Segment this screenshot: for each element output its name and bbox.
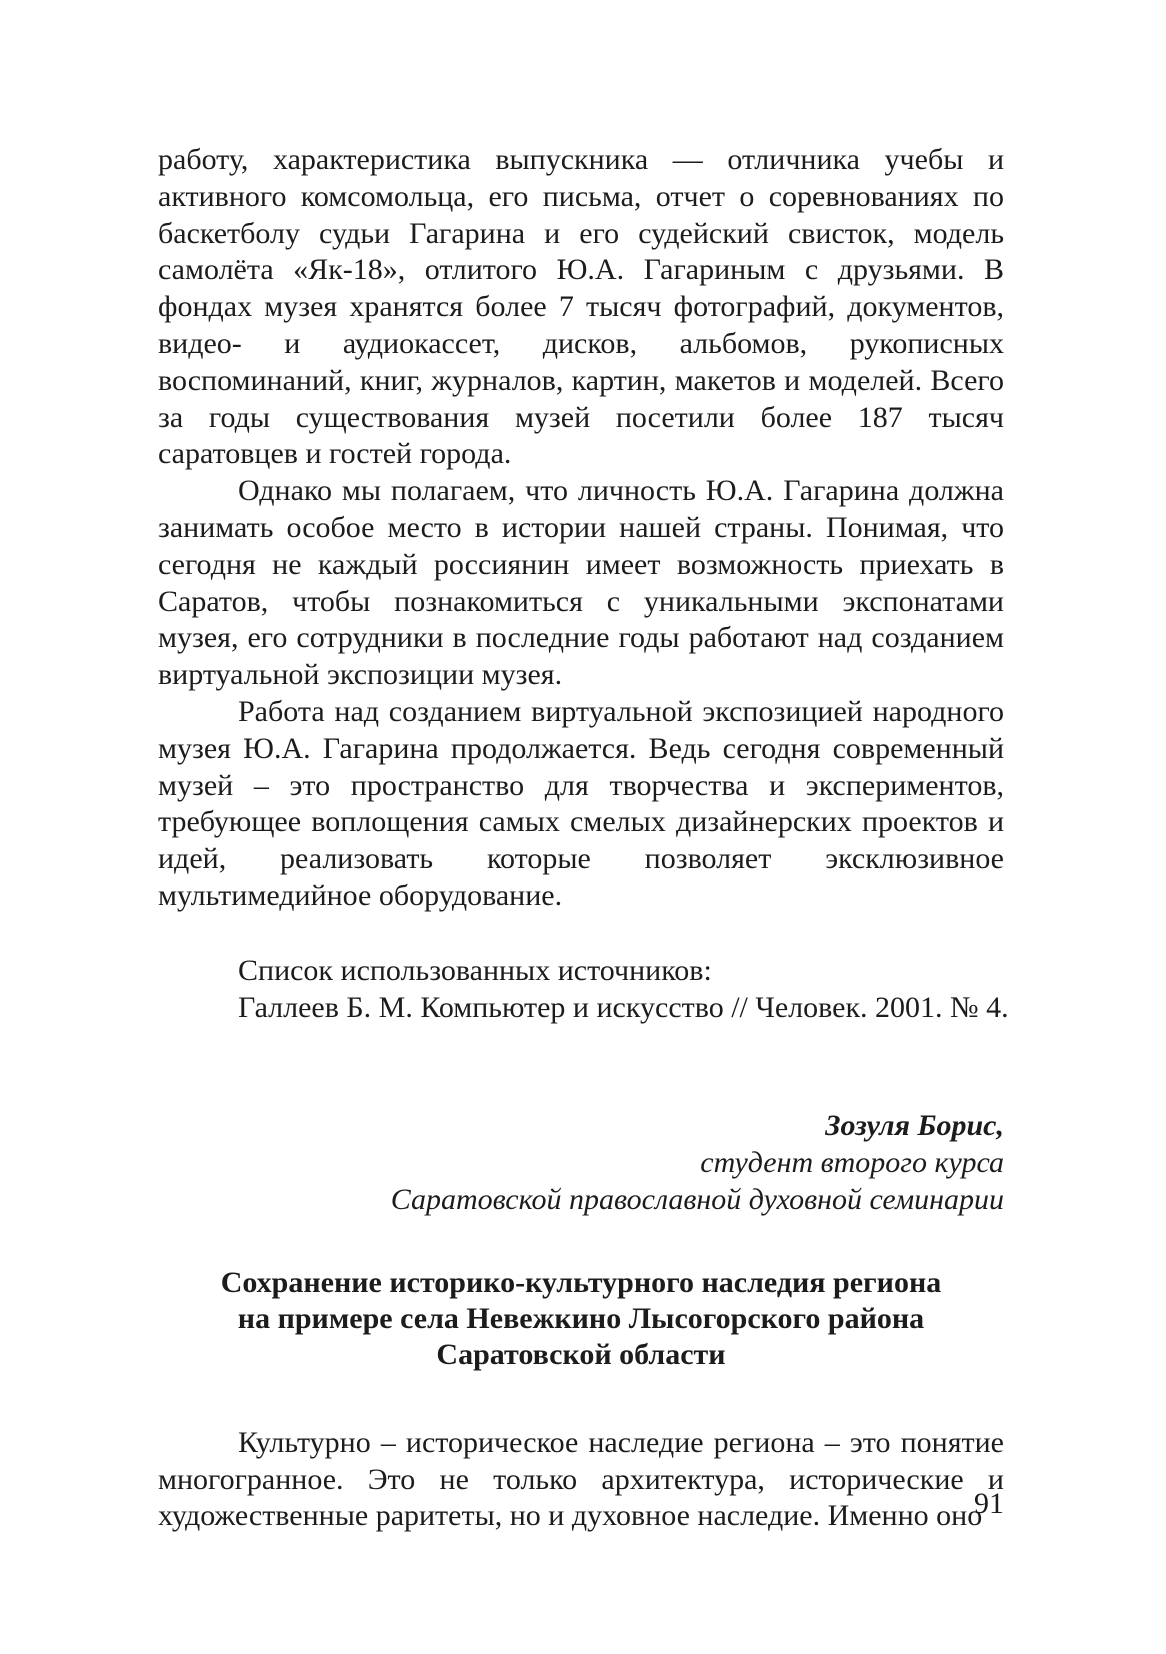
- article-body: [158, 1425, 1004, 1535]
- page-content: [158, 142, 1009, 1535]
- page-number: 91: [974, 1487, 1004, 1520]
- paragraph: Работа над созданием виртуальной экспозицией народного музея Ю.А. Гагарина продолжается. Ведь сегодня современный музей – это пространство для творчества и экспериментов, требующее воплощения самых смелых дизайнерских проектов и идей, реализовать которые позволяет эксклюзивное мультимедийное оборудование.: [158, 694, 1004, 912]
- title-line: Саратовской области: [436, 1337, 726, 1371]
- title-line: на примере села Невежкино Лысогорского района: [237, 1301, 925, 1335]
- sources-list: [158, 952, 1009, 1026]
- author-position: студент второго курса: [700, 1145, 1004, 1179]
- paragraph: Культурно – историческое наследие региона – это понятие многогранное. Это не только архитектура, исторические и художественные раритеты, но и духовное наследие. Именно оно: [158, 1425, 1004, 1533]
- author-institution: Саратовской православной духовной семинарии: [390, 1182, 1004, 1216]
- paragraph: Однако мы полагаем, что личность Ю.А. Гагарина должна занимать особое место в истории нашей страны. Понимая, что сегодня не каждый россиянин имеет возможность приехать в Саратов, чтобы познакомиться с уникальными экспонатами музея, его сотрудники в последние годы работают над созданием виртуальной экспозиции музея.: [158, 474, 1004, 692]
- sources-heading: Список использованных источников:: [238, 953, 712, 987]
- article-continuation: [158, 142, 1004, 915]
- paragraph: работу, характеристика выпускника — отличника учебы и активного комсомольца, его письма, отчет о соревнованиях по баскетболу судьи Гагарина и его судейский свисток, модель самолёта «Як-18», отлитого Ю.А. Гагариным с друзьями. В фондах музея хранятся более 7 тысяч фотографий, документов, видео- и аудиокассет, дисков, альбомов, рукописных воспоминаний, книг, журналов, картин, макетов и моделей. Всего за годы существования музей посетили более 187 тысяч саратовцев и гостей города.: [158, 143, 1004, 471]
- author-name: Зозуля Борис,: [825, 1108, 1004, 1142]
- article-title: [158, 1265, 1004, 1373]
- title-line: Сохранение историко-культурного наследия региона: [220, 1265, 942, 1299]
- source-item: Галлеев Б. М. Компьютер и искусство // Человек. 2001. № 4.: [238, 990, 1009, 1024]
- author-block: [158, 1107, 1004, 1218]
